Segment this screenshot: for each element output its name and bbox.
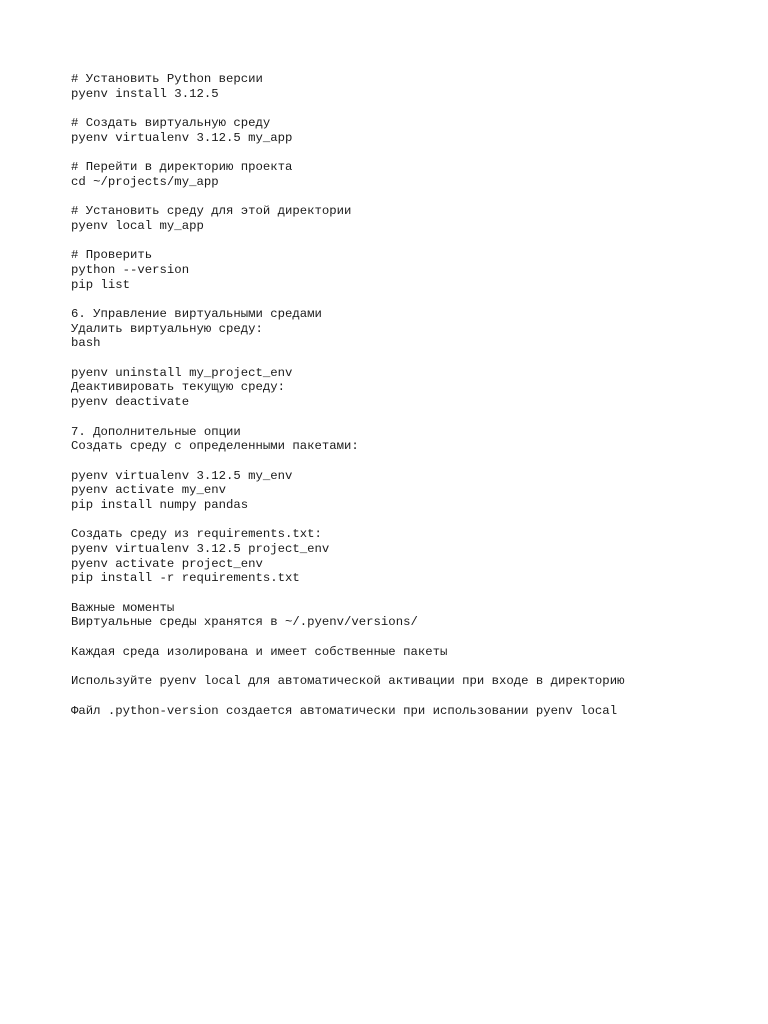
text-line: bash	[71, 336, 101, 351]
blank-line	[71, 410, 751, 425]
text-line: pyenv uninstall my_project_env	[71, 365, 293, 380]
text-line: pip install -r requirements.txt	[71, 571, 300, 586]
text-line: cd ~/projects/my_app	[71, 174, 219, 189]
text-line: # Проверить	[71, 248, 153, 263]
blank-line	[71, 292, 751, 307]
blank-line	[71, 190, 751, 205]
section-heading: 6. Управление виртуальными средами	[71, 307, 322, 321]
text-line: pyenv activate my_env	[71, 483, 226, 498]
text-line: # Установить среду для этой директории	[71, 204, 352, 219]
blank-line	[71, 454, 751, 469]
text-line: pyenv local my_app	[71, 218, 204, 233]
blank-line	[71, 234, 751, 249]
text-line: pip list	[71, 277, 131, 292]
blank-line	[71, 689, 751, 704]
text-line: pyenv deactivate	[71, 395, 190, 410]
text-line: # Перейти в директорию проекта	[71, 160, 293, 175]
blank-line	[71, 630, 751, 645]
text-line: Создать среду с определенными пакетами:	[71, 439, 359, 454]
text-line: pyenv activate project_env	[71, 556, 263, 571]
text-line: pyenv install 3.12.5	[71, 86, 219, 101]
section-heading: 7. Дополнительные опции	[71, 424, 241, 439]
text-line: Файл .python-version создается автоматически при использовании pyenv local	[71, 703, 618, 718]
blank-line	[71, 513, 751, 528]
blank-line	[71, 351, 751, 366]
blank-line	[71, 145, 751, 160]
text-line: Используйте pyenv local для автоматической активации при входе в директорию	[71, 674, 625, 689]
text-line: Виртуальные среды хранятся в ~/.pyenv/versions/	[71, 615, 418, 630]
text-line: Создать среду из requirements.txt:	[71, 527, 322, 542]
text-line: Деактивировать текущую среду:	[71, 380, 286, 395]
text-line: # Создать виртуальную среду	[71, 116, 271, 131]
blank-line	[71, 586, 751, 601]
document-body	[71, 72, 751, 718]
blank-line	[71, 101, 751, 116]
text-line: pip install numpy pandas	[71, 497, 249, 512]
blank-line	[71, 660, 751, 675]
text-line: Каждая среда изолирована и имеет собственные пакеты	[71, 644, 448, 659]
text-line: python --version	[71, 262, 190, 277]
text-line: Удалить виртуальную среду:	[71, 321, 263, 336]
section-heading: Важные моменты	[71, 600, 175, 615]
text-line: pyenv virtualenv 3.12.5 my_env	[71, 468, 293, 483]
text-line: pyenv virtualenv 3.12.5 my_app	[71, 130, 293, 145]
text-line: # Установить Python версии	[71, 72, 263, 86]
text-line: pyenv virtualenv 3.12.5 project_env	[71, 542, 330, 556]
